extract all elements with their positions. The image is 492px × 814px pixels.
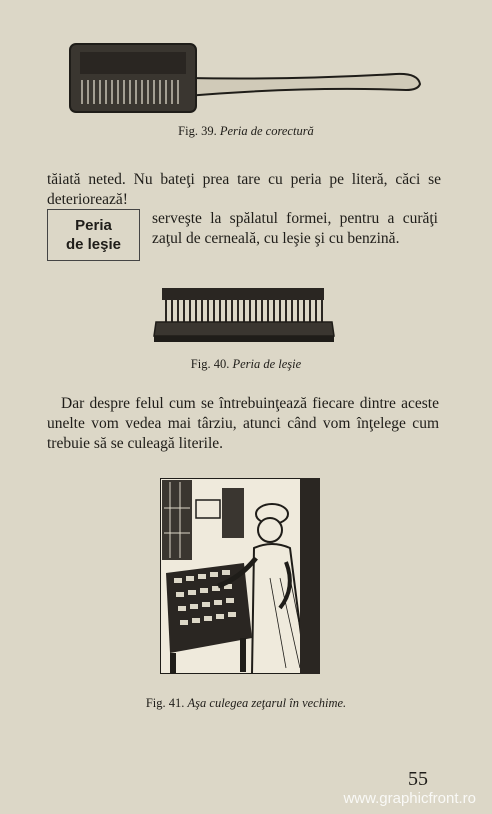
figure-number: Fig. 39.	[178, 124, 217, 138]
lye-brush-illustration	[152, 284, 336, 346]
paragraph-3: Dar despre felul cum se întrebuinţează fiecare dintre aceste unelte vom vedea mai târziu, atunci când vom înţelege cum trebuie să se culeagă literile.	[47, 395, 439, 452]
brush-illustration	[66, 40, 422, 116]
figure-40-caption	[0, 357, 492, 372]
compositor-engraving	[160, 478, 320, 674]
watermark: www.graphicfront.ro	[343, 790, 476, 807]
page-number: 55	[408, 768, 428, 790]
side-heading-box	[47, 209, 140, 261]
side-heading-line1: Peria	[75, 217, 112, 234]
figure-title: Aşa culegea zeţarul în vechime.	[187, 696, 347, 710]
paragraph-2: serveşte la spălatul formei, pentru a curăţi zaţul de cerneală, cu leşie şi cu benzină.	[152, 210, 438, 247]
figure-41-caption	[0, 696, 492, 711]
figure-title: Peria de leşie	[232, 357, 302, 371]
figure-39-caption	[0, 124, 492, 139]
figure-number: Fig. 40.	[190, 357, 230, 371]
paragraph-1: tăiată neted. Nu bateţi prea tare cu peria pe literă, căci se deteriorează!	[47, 171, 441, 208]
figure-title: Peria de corectură	[219, 124, 314, 138]
figure-number: Fig. 41.	[145, 696, 185, 710]
side-heading-line2: de leşie	[65, 236, 122, 253]
